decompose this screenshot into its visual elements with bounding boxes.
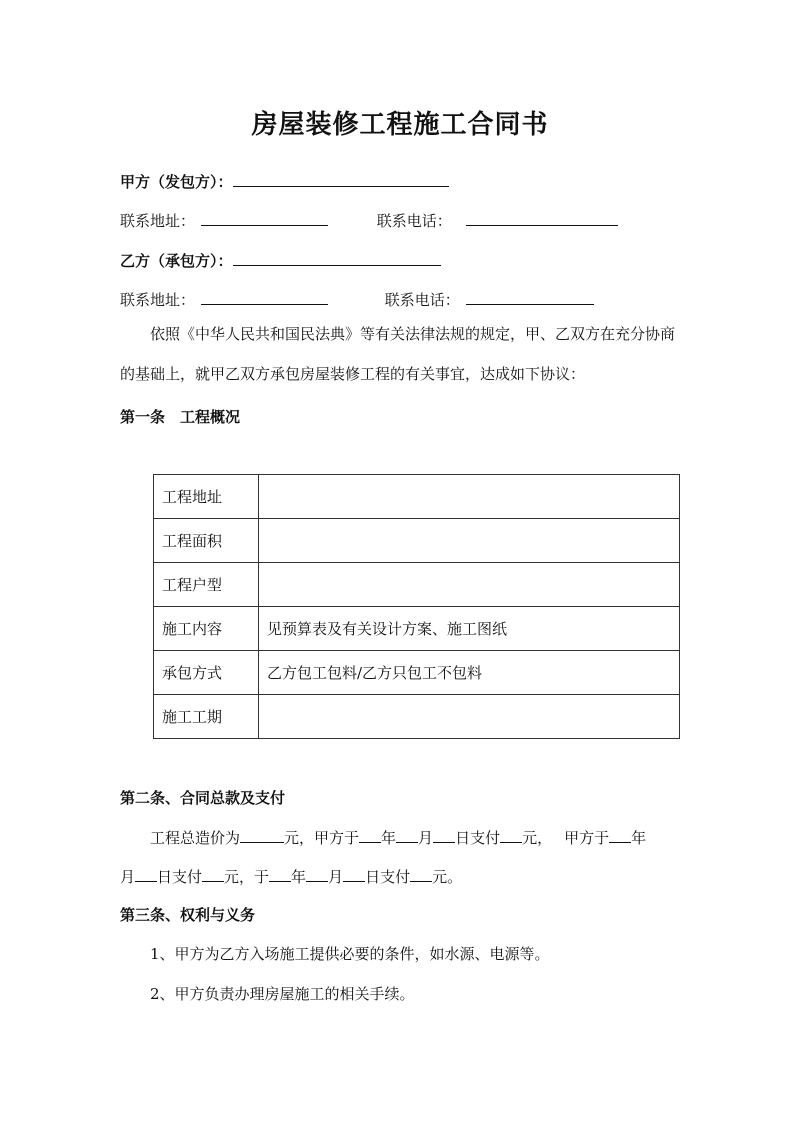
month-blank[interactable] xyxy=(396,826,418,843)
amount-blank[interactable] xyxy=(202,865,224,882)
party-b-phone-blank[interactable] xyxy=(466,288,594,305)
party-b-line xyxy=(120,249,441,271)
day-blank[interactable] xyxy=(433,826,455,843)
row-key: 工程面积 xyxy=(154,519,259,563)
party-b-phone-label: 联系电话： xyxy=(384,291,460,309)
amount-blank[interactable] xyxy=(500,826,522,843)
table-row xyxy=(154,651,680,695)
party-b-label: 乙方（承包方）： xyxy=(120,252,233,270)
intro-paragraph: 依照《中华人民共和国民法典》等有关法律法规的规定，甲、乙双方在充分协商的基础上，就甲乙双方承包房屋装修工程的有关事宜，达成如下协议： xyxy=(120,325,676,383)
article2-heading: 第二条、合同总款及支付 xyxy=(120,789,286,807)
obligation-item: 2、甲方负责办理房屋施工的相关手续。 xyxy=(150,985,415,1003)
table-row xyxy=(154,475,680,519)
row-key: 施工工期 xyxy=(154,695,259,739)
party-b-blank[interactable] xyxy=(233,249,441,266)
payment-text: 月 xyxy=(418,829,434,847)
payment-text: 月 xyxy=(328,868,344,886)
row-value[interactable] xyxy=(259,519,680,563)
row-key: 工程地址 xyxy=(154,475,259,519)
row-key: 承包方式 xyxy=(154,651,259,695)
month-blank[interactable] xyxy=(306,865,328,882)
total-price-blank[interactable] xyxy=(240,826,284,843)
table-row xyxy=(154,695,680,739)
payment-text: 工程总造价为 xyxy=(150,829,241,847)
payment-line-1 xyxy=(150,826,646,848)
row-value[interactable]: 见预算表及有关设计方案、施工图纸 xyxy=(259,607,680,651)
party-a-contact-line xyxy=(120,209,618,231)
article1-heading: 第一条 工程概况 xyxy=(120,408,241,426)
row-value[interactable] xyxy=(259,695,680,739)
party-b-contact-line xyxy=(120,288,594,310)
document-title: 房屋装修工程施工合同书 xyxy=(251,110,549,140)
party-a-address-blank[interactable] xyxy=(201,209,328,226)
party-b-address-label: 联系地址： xyxy=(120,291,196,309)
party-a-phone-label: 联系电话： xyxy=(376,212,452,230)
project-overview-table xyxy=(153,474,680,739)
row-key: 施工内容 xyxy=(154,607,259,651)
amount-blank[interactable] xyxy=(410,865,432,882)
party-a-blank[interactable] xyxy=(233,170,449,187)
row-value[interactable] xyxy=(259,475,680,519)
payment-text: 月 xyxy=(120,868,136,886)
year-blank[interactable] xyxy=(269,865,291,882)
row-key: 工程户型 xyxy=(154,563,259,607)
payment-text: 年 xyxy=(291,868,307,886)
table-row xyxy=(154,563,680,607)
payment-line-2 xyxy=(120,865,462,887)
payment-text: 元。 xyxy=(432,868,463,886)
day-blank[interactable] xyxy=(343,865,365,882)
day-blank[interactable] xyxy=(135,865,157,882)
year-blank[interactable] xyxy=(609,826,631,843)
row-value[interactable]: 乙方包工包料/乙方只包工不包料 xyxy=(259,651,680,695)
payment-text: 日支付 xyxy=(455,829,501,847)
payment-text: 年 xyxy=(631,829,647,847)
party-a-phone-blank[interactable] xyxy=(466,209,618,226)
payment-text: 年 xyxy=(381,829,397,847)
payment-text: 日支付 xyxy=(365,868,411,886)
party-b-address-blank[interactable] xyxy=(201,288,328,305)
payment-text: 元，甲方于 xyxy=(284,829,360,847)
article3-heading: 第三条、权利与义务 xyxy=(120,906,256,924)
year-blank[interactable] xyxy=(359,826,381,843)
table-row xyxy=(154,607,680,651)
payment-text: 日支付 xyxy=(157,868,203,886)
obligation-item: 1、甲方为乙方入场施工提供必要的条件，如水源、电源等。 xyxy=(150,945,550,963)
payment-text: 甲方于 xyxy=(564,829,610,847)
party-a-label: 甲方（发包方）： xyxy=(120,173,233,191)
payment-text: 元， xyxy=(522,829,553,847)
payment-text: 元，于 xyxy=(224,868,270,886)
table-row xyxy=(154,519,680,563)
party-a-line xyxy=(120,170,449,192)
row-value[interactable] xyxy=(259,563,680,607)
party-a-address-label: 联系地址： xyxy=(120,212,196,230)
